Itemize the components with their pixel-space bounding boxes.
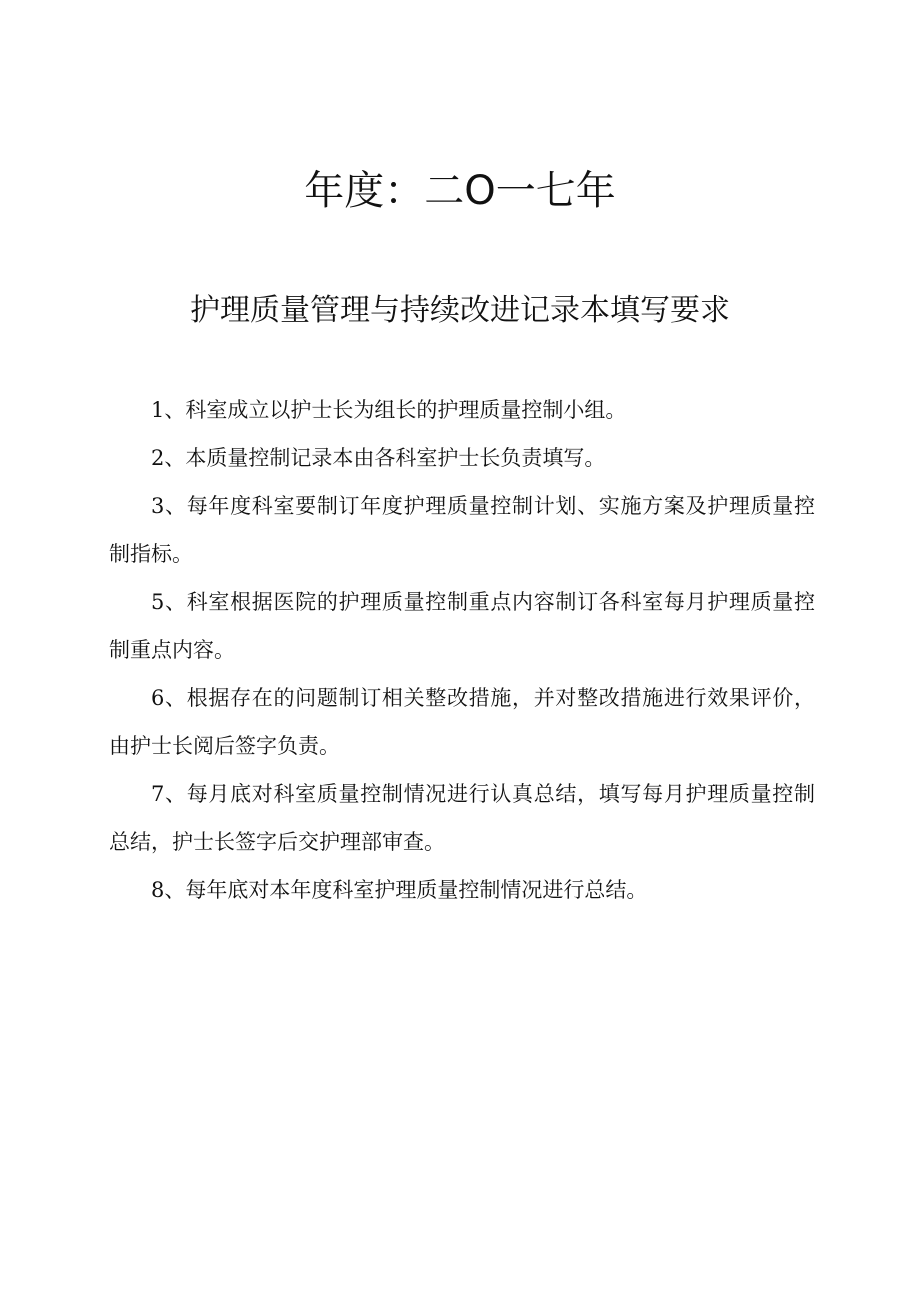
- requirement-item-7: 7、每月底对科室质量控制情况进行认真总结，填写每月护理质量控制总结，护士长签字后交护理部审查。: [109, 782, 815, 854]
- year-title: 年度：二O一七年: [304, 168, 616, 214]
- requirement-item-2: 2、本质量控制记录本由各科室护士长负责填写。: [151, 446, 606, 470]
- requirement-item-6: 6、根据存在的问题制订相关整改措施，并对整改措施进行效果评价，由护士长阅后签字负责。: [109, 686, 815, 758]
- requirement-item-1: 1、科室成立以护士长为组长的护理质量控制小组。: [151, 398, 627, 422]
- document-heading: 护理质量管理与持续改进记录本填写要求: [190, 293, 730, 328]
- requirement-item-3: 3、每年度科室要制订年度护理质量控制计划、实施方案及护理质量控制指标。: [109, 494, 815, 566]
- requirement-item-5: 5、科室根据医院的护理质量控制重点内容制订各科室每月护理质量控制重点内容。: [109, 590, 815, 662]
- requirement-item-8: 8、每年底对本年度科室护理质量控制情况进行总结。: [151, 878, 648, 902]
- requirements-list: [109, 386, 815, 914]
